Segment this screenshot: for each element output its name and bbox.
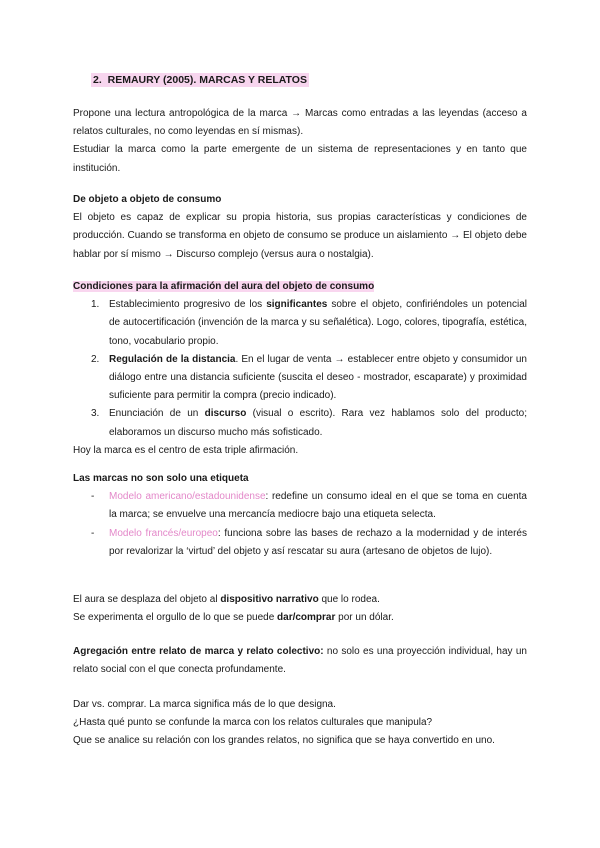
item-bold: Regulación de la distancia xyxy=(109,353,236,365)
list-item xyxy=(73,296,527,351)
aura-line-1 xyxy=(73,591,527,609)
list-item xyxy=(73,351,527,406)
condiciones-closing: Hoy la marca es el centro de esta triple afirmación. xyxy=(73,444,299,456)
item-text: . En el lugar de venta → establecer entre objeto y consumidor un diálogo entre una distancia suficiente (suscita el deseo - mostrador, escaparate) y proximidad suficiente para permitir la compra (precio indicado). xyxy=(109,353,527,402)
list-dash: - xyxy=(91,491,95,503)
agregacion-paragraph xyxy=(73,643,527,679)
marcas-title: Las marcas no son solo una etiqueta xyxy=(73,473,249,484)
condiciones-list xyxy=(73,296,527,442)
section-heading xyxy=(91,71,309,89)
text-run: El aura se desplaza del objeto al xyxy=(73,594,221,605)
heading-number: 2. xyxy=(93,74,102,86)
aura-line-2 xyxy=(73,609,527,627)
condiciones-section xyxy=(73,278,527,460)
aura-block xyxy=(73,591,527,627)
item-text: Enunciación de un xyxy=(109,408,205,420)
final-line-1: Dar vs. comprar. La marca significa más de lo que designa. xyxy=(73,699,336,710)
final-line-2: ¿Hasta qué punto se confunde la marca con los relatos culturales que manipula? xyxy=(73,717,433,729)
agregacion-block xyxy=(73,643,527,679)
heading-title: REMAURY (2005). MARCAS Y RELATOS xyxy=(107,74,307,86)
text-run: Se experimenta el orgullo de lo que se puede xyxy=(73,612,278,624)
list-item xyxy=(73,525,527,561)
item-text: Establecimiento progresivo de los xyxy=(109,299,267,311)
condiciones-title-wrap xyxy=(73,278,527,296)
text-run: por un dólar. xyxy=(335,612,394,624)
agregacion-bold: Agregación entre relato de marca y relato colectivo: xyxy=(73,646,324,657)
item-text: (visual o escrito). Rara vez hablamos solo del producto; elaboramos un discurso mucho más sofisticado. xyxy=(109,408,527,438)
text-run: que lo rodea. xyxy=(318,594,380,605)
list-item xyxy=(73,488,527,524)
model-name: Modelo americano/estadounidense xyxy=(109,491,266,503)
intro-paragraph-2: Estudiar la marca como la parte emergente de un sistema de representaciones y en tanto que institución. xyxy=(73,144,527,174)
objeto-section xyxy=(73,191,527,264)
marcas-list xyxy=(73,488,527,561)
marcas-section xyxy=(73,470,527,561)
model-name: Modelo francés/europeo xyxy=(109,527,218,539)
list-number: 1. xyxy=(91,299,100,311)
final-line-3: Que se analice su relación con los grandes relatos, no significa que se haya convertido en uno. xyxy=(73,735,495,747)
text-run-bold: dar/comprar xyxy=(277,612,336,624)
list-dash: - xyxy=(91,527,95,539)
text-run-bold: dispositivo narrativo xyxy=(220,594,319,605)
list-item xyxy=(73,405,527,441)
list-number: 2. xyxy=(91,353,100,365)
objeto-title: De objeto a objeto de consumo xyxy=(73,194,222,205)
item-text: sobre el objeto, confiriéndoles un potencial de autocertificación (invención de la marca y su señalética). Logo, colores, tipografía, estética, tono, vocabulario propio. xyxy=(109,299,527,347)
item-bold: significantes xyxy=(266,299,328,311)
objeto-text: El objeto es capaz de explicar su propia historia, sus propias características y condiciones de producción. Cuando se transforma en objeto de consumo se produce un aislamiento → El objeto debe hablar por sí mismo → Discurso complejo (versus aura o nostalgia). xyxy=(73,212,527,260)
condiciones-title: Condiciones para la afirmación del aura del objeto de consumo xyxy=(73,281,375,292)
list-number: 3. xyxy=(91,408,100,420)
intro-paragraph-1: Propone una lectura antropológica de la marca → Marcas como entradas a las leyendas (acceso a relatos culturales, no como leyendas en sí mismas). xyxy=(73,108,527,138)
intro-block xyxy=(73,105,527,178)
agregacion-text: no solo es una proyección individual, hay un relato social con el que conecta profundamente. xyxy=(73,646,527,676)
item-text: : funciona sobre las bases de rechazo a la modernidad y de interés por revalorizar la ‘virtud’ del objeto y así rescatar su aura (artesano de objetos de lujo). xyxy=(109,527,527,557)
item-bold: discurso xyxy=(204,408,247,420)
item-text: : redefine un consumo ideal en el que se toma en cuenta la marca; se envuelve una mercancía mediocre bajo una etiqueta selecta. xyxy=(109,491,527,521)
final-block xyxy=(73,696,527,751)
